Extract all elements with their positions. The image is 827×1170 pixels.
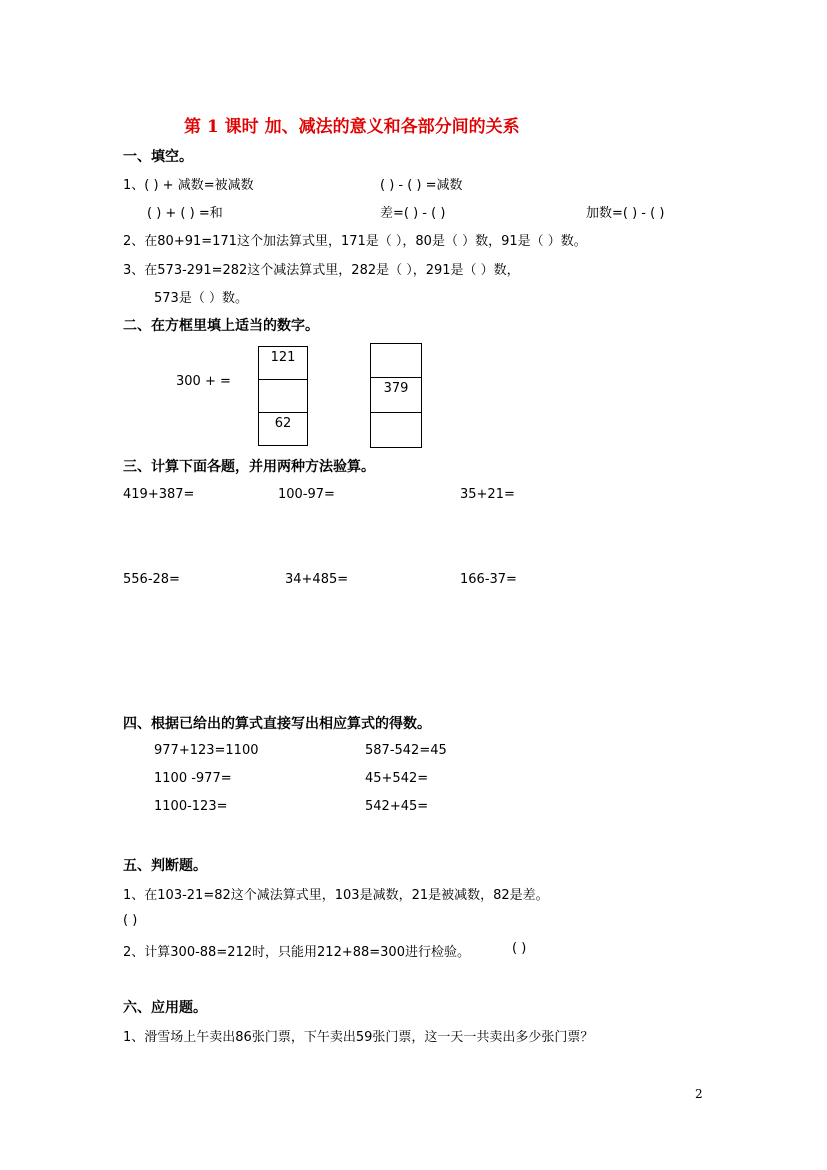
- calc-item: 100-97=: [278, 487, 335, 502]
- calc-item: 419+387=: [123, 487, 195, 502]
- fill-q1-b: ( ) - ( ) =减数: [380, 178, 463, 193]
- box-equation-lead: 300 + =: [176, 374, 231, 389]
- box-left-divider-1: [259, 379, 307, 380]
- section-6-heading: 六、应用题。: [123, 1000, 207, 1016]
- page-number: 2: [695, 1087, 703, 1101]
- calc-item: 35+21=: [460, 487, 515, 502]
- fill-q1-c: ( ) + ( ) =和: [147, 206, 223, 221]
- derived-equation: 542+45=: [365, 799, 429, 814]
- section-4-heading: 四、根据已给出的算式直接写出相应算式的得数。: [123, 716, 431, 732]
- calc-item: 556-28=: [123, 572, 180, 587]
- box-right-divider-1: [371, 377, 421, 378]
- derived-equation: 1100 -977=: [154, 771, 232, 786]
- judge-q2: 2、计算300-88=212时，只能用212+88=300进行检验。: [123, 945, 470, 960]
- worksheet-title: 第 1 课时 加、减法的意义和各部分间的关系: [184, 117, 520, 137]
- number-box-right: [370, 343, 422, 448]
- derived-equation: 45+542=: [365, 771, 429, 786]
- section-3-heading: 三、计算下面各题，并用两种方法验算。: [123, 459, 375, 475]
- fill-q3-a: 3、在573-291=282这个减法算式里，282是（ ），291是（ ）数，: [123, 263, 520, 278]
- calc-item: 34+485=: [285, 572, 349, 587]
- fill-q1-a: 1、( ) + 减数=被减数: [123, 178, 254, 193]
- given-equation: 587-542=45: [365, 743, 447, 758]
- box-left-cell-3: 62: [274, 416, 292, 431]
- fill-q1-d: 差=( ) - ( ): [380, 206, 446, 221]
- given-equation: 977+123=1100: [154, 743, 259, 758]
- box-right-divider-2: [371, 412, 421, 413]
- calc-item: 166-37=: [460, 572, 517, 587]
- box-left-cell-1: 121: [270, 350, 296, 365]
- fill-q1-e: 加数=( ) - ( ): [586, 206, 665, 221]
- fill-q3-b: 573是（ ）数。: [154, 291, 248, 306]
- judge-q2-answer: ( ): [512, 941, 527, 956]
- box-right-cell-2: 379: [383, 381, 409, 396]
- judge-q1-answer: ( ): [123, 913, 138, 928]
- derived-equation: 1100-123=: [154, 799, 228, 814]
- section-5-heading: 五、判断题。: [123, 858, 207, 874]
- section-1-heading: 一、填空。: [123, 149, 193, 165]
- section-2-heading: 二、在方框里填上适当的数字。: [123, 318, 319, 334]
- judge-q1: 1、在103-21=82这个减法算式里，103是减数，21是被减数，82是差。: [123, 888, 549, 903]
- number-box-left: [258, 346, 308, 446]
- box-left-divider-2: [259, 412, 307, 413]
- word-problem-1: 1、滑雪场上午卖出86张门票，下午卖出59张门票，这一天一共卖出多少张门票？: [123, 1030, 594, 1045]
- fill-q2: 2、在80+91=171这个加法算式里，171是（ ），80是（ ）数，91是（ ）数。: [123, 234, 587, 249]
